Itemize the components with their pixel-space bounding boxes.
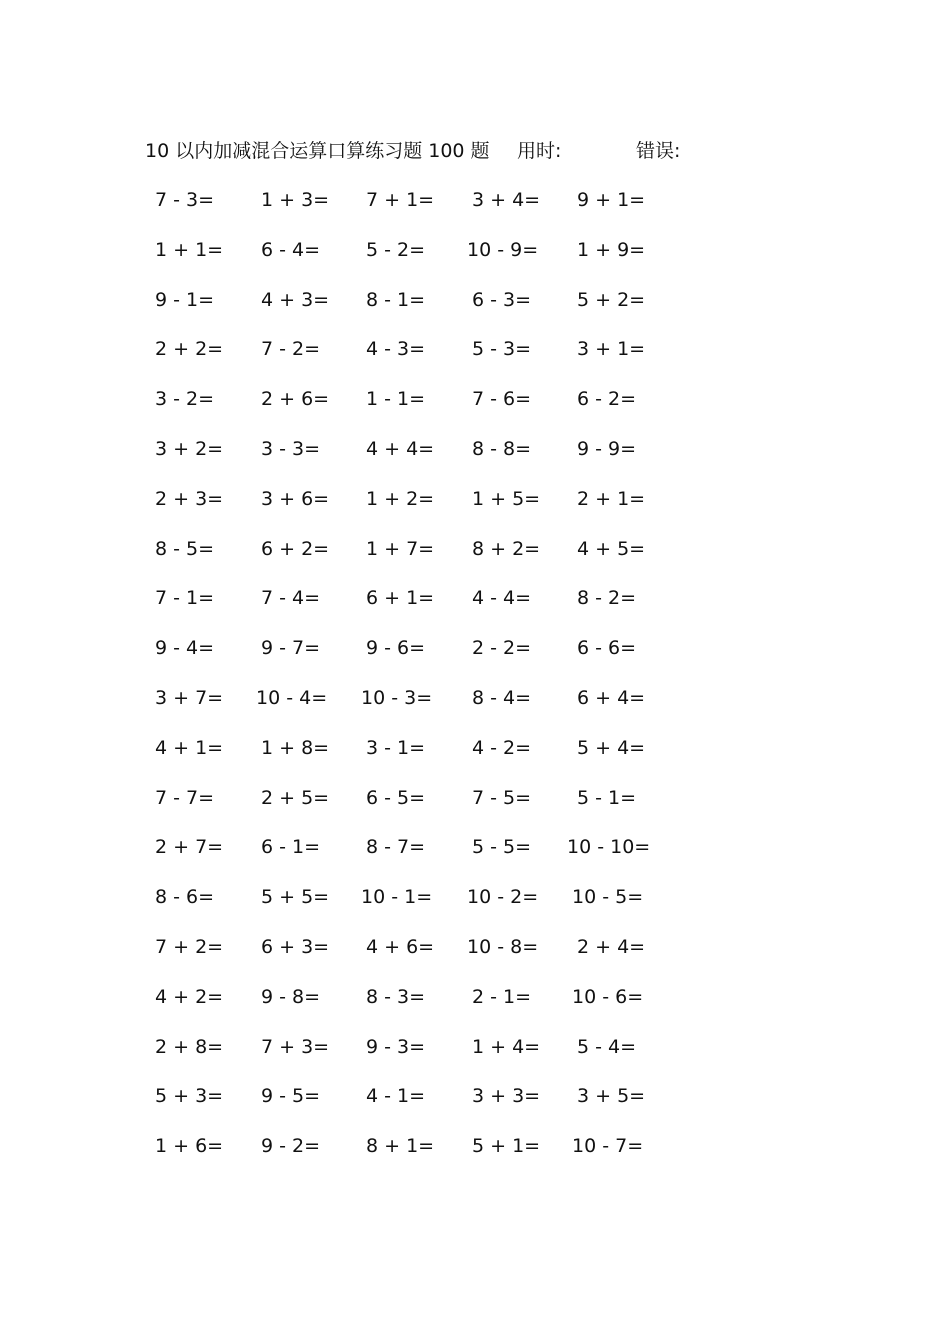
problem-item: 3 + 5= xyxy=(577,1085,646,1108)
problem-row xyxy=(0,1033,950,1063)
problem-item: 1 + 2= xyxy=(366,487,435,510)
problem-row xyxy=(0,535,950,565)
problem-item: 2 - 1= xyxy=(472,985,532,1008)
problem-item: 1 + 7= xyxy=(366,537,435,560)
problem-item: 7 - 7= xyxy=(155,786,215,809)
problem-item: 9 - 8= xyxy=(261,985,321,1008)
problem-item: 5 - 2= xyxy=(366,238,426,261)
problem-item: 5 + 5= xyxy=(261,886,330,909)
problem-item: 5 - 1= xyxy=(577,786,637,809)
problem-row xyxy=(0,335,950,365)
problem-item: 3 - 2= xyxy=(155,388,215,411)
problem-item: 2 + 1= xyxy=(577,487,646,510)
problem-item: 8 - 8= xyxy=(472,438,532,460)
problem-row xyxy=(0,684,950,714)
problem-row xyxy=(0,286,950,316)
problem-row xyxy=(0,1132,950,1162)
problem-item: 3 + 4= xyxy=(472,189,541,211)
problem-item: 4 - 1= xyxy=(366,1085,426,1108)
problem-item: 3 - 3= xyxy=(261,438,321,460)
problem-item: 6 + 3= xyxy=(261,936,330,958)
problem-item: 6 + 1= xyxy=(366,587,435,610)
problem-item: 8 - 7= xyxy=(366,836,426,859)
problem-item: 5 + 1= xyxy=(472,1135,541,1158)
problem-item: 9 - 6= xyxy=(366,637,426,660)
problem-item: 4 - 2= xyxy=(472,736,532,759)
problem-item: 2 + 5= xyxy=(261,786,330,809)
problem-item: 4 + 1= xyxy=(155,736,224,759)
problem-item: 10 - 3= xyxy=(361,687,433,709)
problem-item: 8 - 6= xyxy=(155,886,215,909)
problem-item: 5 + 4= xyxy=(577,736,646,759)
problem-item: 7 + 1= xyxy=(366,189,435,211)
time-used-label: 用时: xyxy=(517,140,562,162)
problem-row xyxy=(0,385,950,415)
problem-item: 5 - 4= xyxy=(577,1035,637,1058)
problem-item: 1 - 1= xyxy=(366,388,426,411)
problem-item: 6 - 6= xyxy=(577,637,637,660)
problem-item: 8 - 3= xyxy=(366,985,426,1008)
problem-row xyxy=(0,435,950,465)
problem-item: 5 + 3= xyxy=(155,1085,224,1108)
problem-item: 7 - 6= xyxy=(472,388,532,411)
problem-item: 5 + 2= xyxy=(577,288,646,311)
problem-row xyxy=(0,584,950,614)
problem-item: 9 - 9= xyxy=(577,438,637,460)
problem-row xyxy=(0,485,950,515)
problem-row xyxy=(0,833,950,863)
problem-item: 8 + 1= xyxy=(366,1135,435,1158)
errors-label: 错误: xyxy=(636,140,681,162)
problem-item: 10 - 2= xyxy=(467,886,539,909)
problem-item: 4 + 4= xyxy=(366,438,435,460)
problem-item: 6 + 4= xyxy=(577,687,646,709)
problem-item: 3 + 2= xyxy=(155,438,224,460)
problem-item: 4 - 4= xyxy=(472,587,532,610)
problem-item: 2 - 2= xyxy=(472,637,532,660)
problem-item: 2 + 8= xyxy=(155,1035,224,1058)
problem-item: 10 - 5= xyxy=(572,886,644,909)
problem-item: 2 + 4= xyxy=(577,936,646,958)
problem-item: 9 - 3= xyxy=(366,1035,426,1058)
problem-item: 10 - 1= xyxy=(361,886,433,909)
problem-item: 6 - 5= xyxy=(366,786,426,809)
problem-item: 4 + 6= xyxy=(366,936,435,958)
problem-item: 3 - 1= xyxy=(366,736,426,759)
problem-row xyxy=(0,1082,950,1112)
problem-item: 4 + 5= xyxy=(577,537,646,560)
problem-item: 6 - 2= xyxy=(577,388,637,411)
problem-item: 7 - 4= xyxy=(261,587,321,610)
problem-row xyxy=(0,734,950,764)
problem-item: 9 - 2= xyxy=(261,1135,321,1158)
problem-item: 8 - 2= xyxy=(577,587,637,610)
problem-row xyxy=(0,186,950,216)
problem-item: 10 - 6= xyxy=(572,985,644,1008)
problem-item: 10 - 10= xyxy=(567,836,651,859)
problem-item: 10 - 7= xyxy=(572,1135,644,1158)
problem-item: 9 - 1= xyxy=(155,288,215,311)
problem-item: 1 + 1= xyxy=(155,238,224,261)
problem-item: 6 + 2= xyxy=(261,537,330,560)
problem-item: 7 + 2= xyxy=(155,936,224,958)
problem-item: 7 - 1= xyxy=(155,587,215,610)
problem-item: 7 + 3= xyxy=(261,1035,330,1058)
problem-row xyxy=(0,634,950,664)
problem-item: 9 - 4= xyxy=(155,637,215,660)
problem-item: 6 - 1= xyxy=(261,836,321,859)
problem-item: 10 - 4= xyxy=(256,687,328,709)
problem-item: 1 + 3= xyxy=(261,189,330,211)
problem-item: 1 + 8= xyxy=(261,736,330,759)
problem-item: 9 + 1= xyxy=(577,189,646,211)
problem-item: 1 + 4= xyxy=(472,1035,541,1058)
problem-item: 2 + 7= xyxy=(155,836,224,859)
worksheet-title: 10 以内加减混合运算口算练习题 100 题 xyxy=(145,140,490,162)
problem-item: 3 + 7= xyxy=(155,687,224,709)
problem-item: 8 - 5= xyxy=(155,537,215,560)
problem-item: 9 - 7= xyxy=(261,637,321,660)
problem-item: 7 - 3= xyxy=(155,189,215,211)
problem-item: 4 + 3= xyxy=(261,288,330,311)
problem-item: 5 - 3= xyxy=(472,338,532,361)
problem-row xyxy=(0,933,950,963)
problem-item: 6 - 3= xyxy=(472,288,532,311)
problem-item: 2 + 2= xyxy=(155,338,224,361)
problem-item: 10 - 9= xyxy=(467,238,539,261)
problem-item: 4 - 3= xyxy=(366,338,426,361)
problem-item: 7 - 5= xyxy=(472,786,532,809)
problem-item: 4 + 2= xyxy=(155,985,224,1008)
problem-item: 9 - 5= xyxy=(261,1085,321,1108)
problem-item: 6 - 4= xyxy=(261,238,321,261)
problem-item: 10 - 8= xyxy=(467,936,539,958)
problem-row xyxy=(0,784,950,814)
problem-row xyxy=(0,983,950,1013)
problem-item: 8 - 1= xyxy=(366,288,426,311)
problem-item: 3 + 1= xyxy=(577,338,646,361)
problem-item: 2 + 3= xyxy=(155,487,224,510)
problem-item: 7 - 2= xyxy=(261,338,321,361)
problem-item: 8 + 2= xyxy=(472,537,541,560)
problem-row xyxy=(0,236,950,266)
problem-item: 2 + 6= xyxy=(261,388,330,411)
problem-item: 3 + 6= xyxy=(261,487,330,510)
problem-item: 1 + 6= xyxy=(155,1135,224,1158)
problem-item: 1 + 5= xyxy=(472,487,541,510)
problem-row xyxy=(0,883,950,913)
problem-grid xyxy=(0,186,950,1186)
problem-item: 5 - 5= xyxy=(472,836,532,859)
problem-item: 8 - 4= xyxy=(472,687,532,709)
worksheet-header xyxy=(145,136,845,166)
problem-item: 1 + 9= xyxy=(577,238,646,261)
problem-item: 3 + 3= xyxy=(472,1085,541,1108)
